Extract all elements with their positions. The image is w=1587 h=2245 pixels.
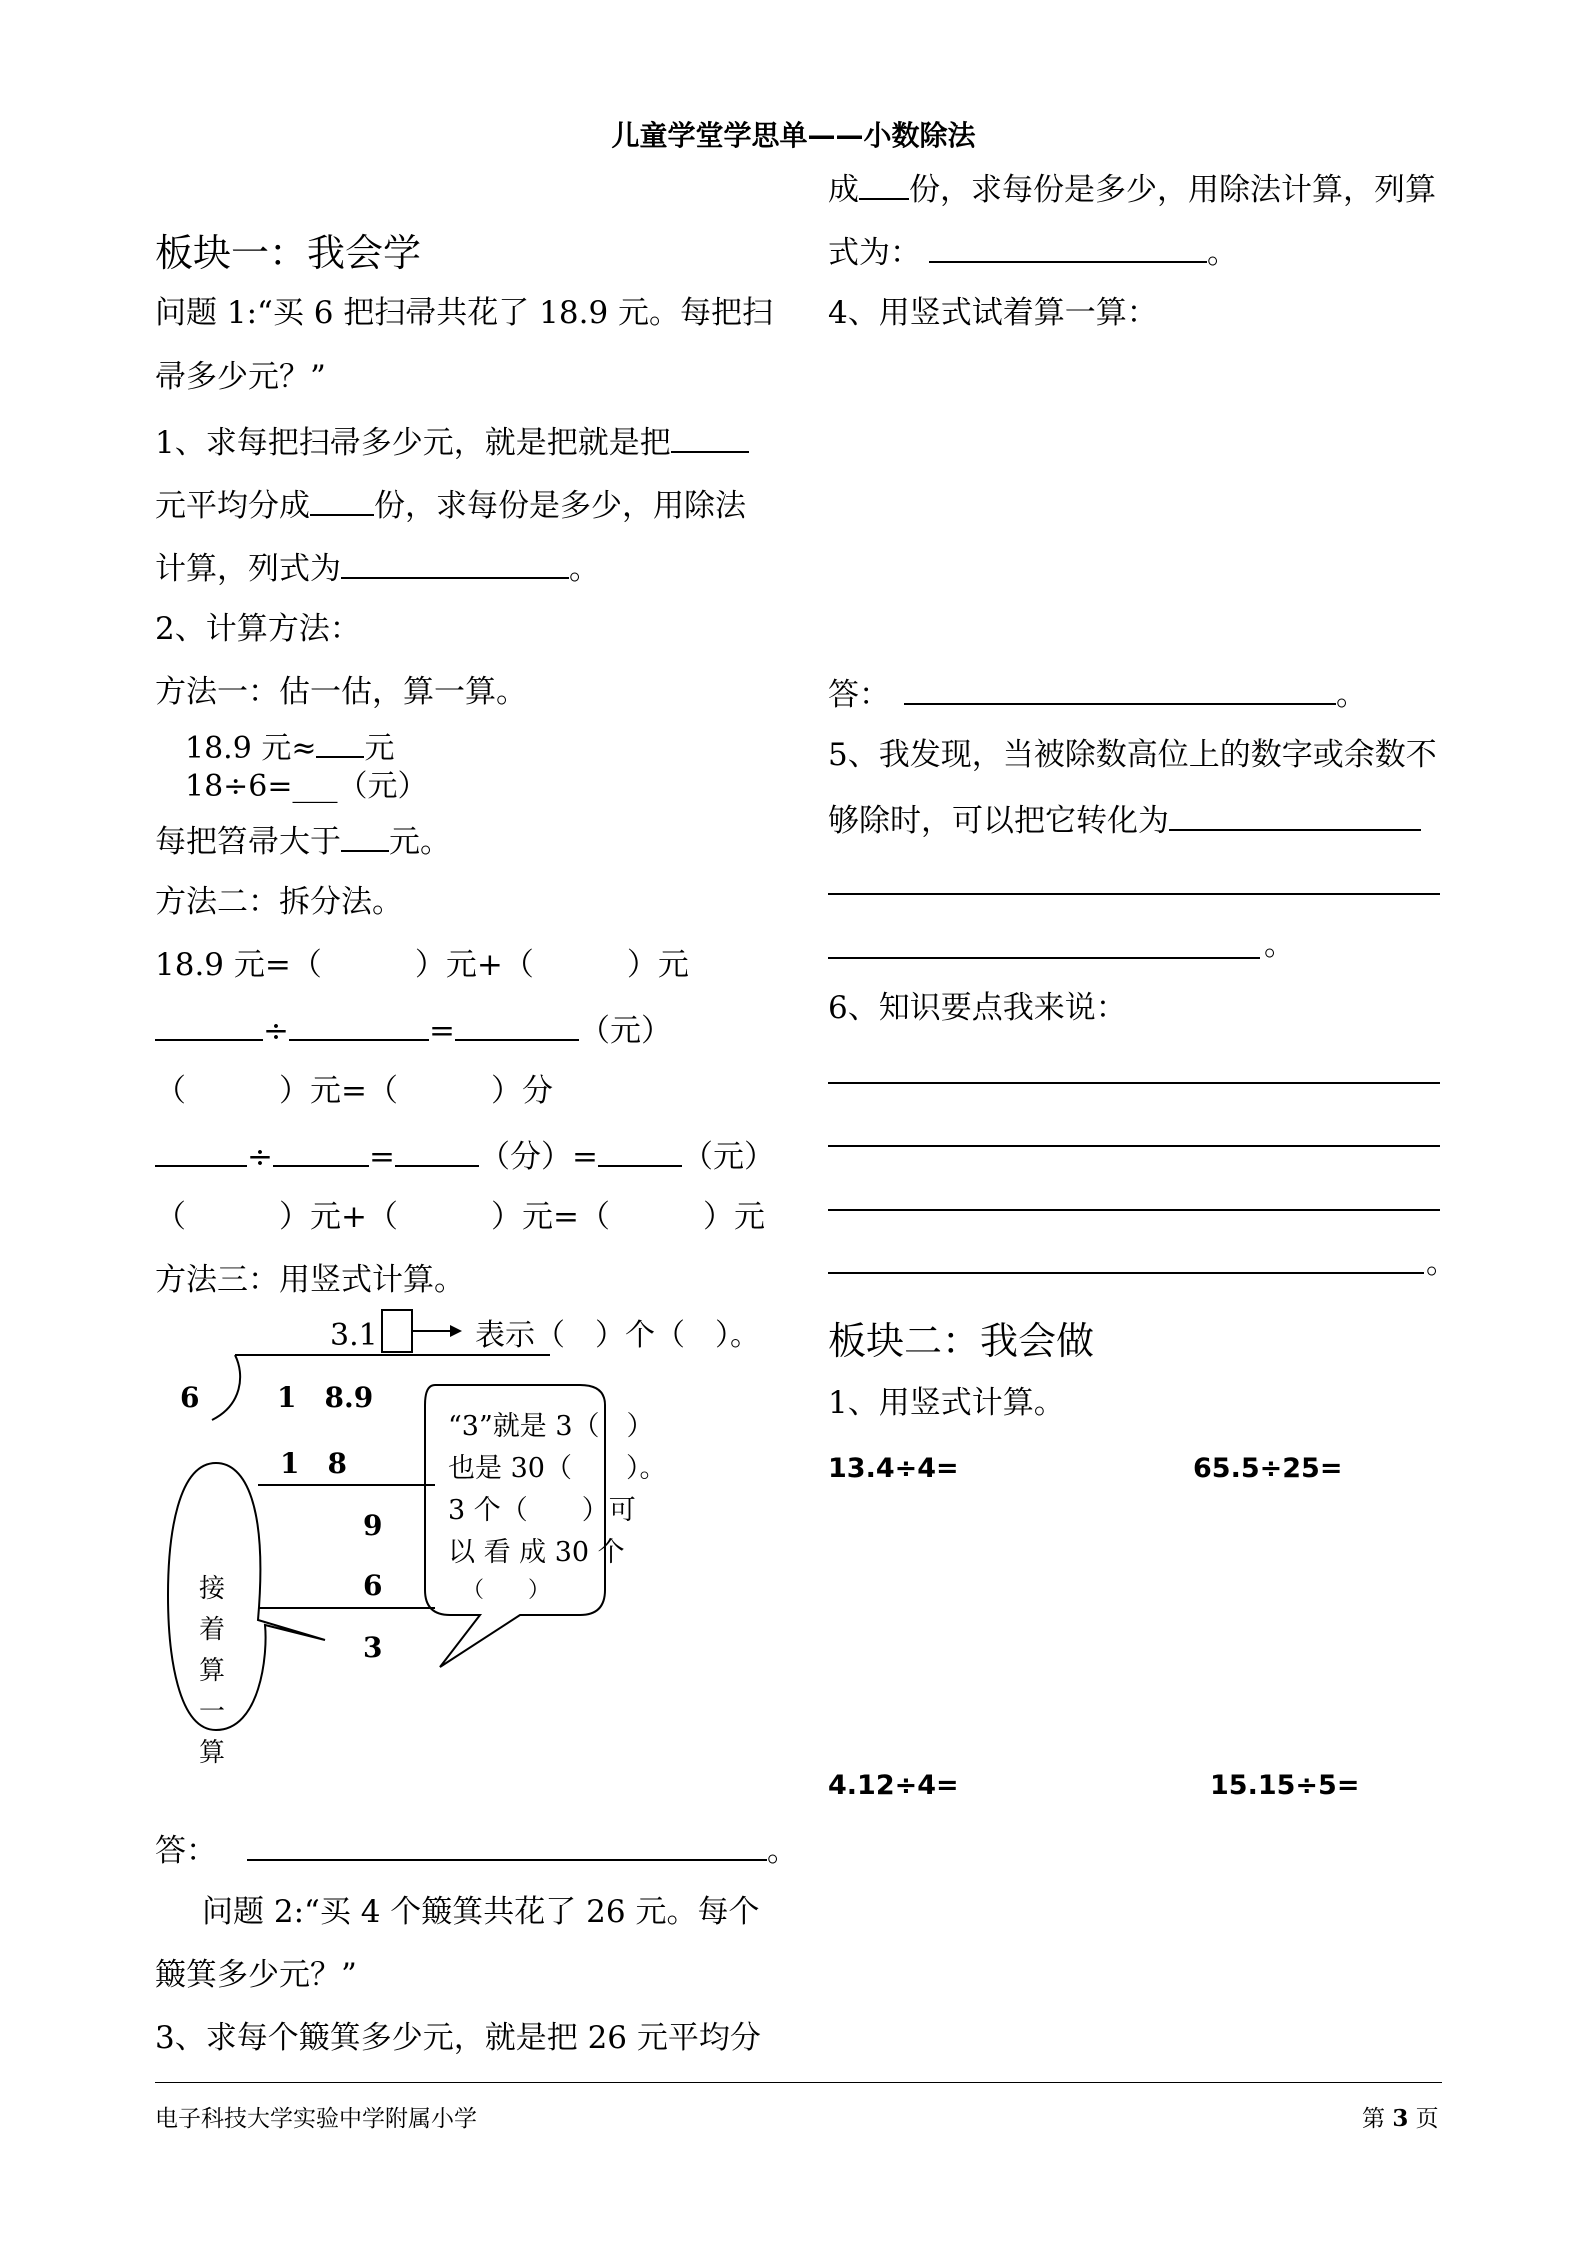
s1-line3-a: 计算，列式为 — [155, 551, 341, 587]
s6-label: 6、知识要点我来说： — [828, 990, 1127, 1026]
section1-title: 板块一：我会学 — [155, 231, 422, 275]
method2-row4 — [155, 1139, 775, 1173]
long-division-diagram — [150, 1295, 780, 1815]
method2-row5: （ ）元+（ ）元=（ ）元 — [155, 1199, 765, 1235]
s1-line2-b: 份，求每份是多少，用除法 — [374, 488, 746, 524]
answer-blank[interactable] — [273, 1139, 369, 1167]
q1-line1: 问题 1:“买 6 把扫帚共花了 18.9 元。每把扫 — [155, 295, 774, 331]
answer-blank[interactable] — [341, 824, 389, 852]
method1-calc: 18÷6=___（元） — [185, 769, 428, 804]
practice-label: 1、用竖式计算。 — [828, 1385, 1065, 1421]
oval-callout — [168, 1463, 325, 1730]
answer-blank[interactable] — [247, 1833, 767, 1861]
page-prefix: 第 — [1362, 2106, 1385, 2132]
method3-title: 方法三：用竖式计算。 — [155, 1262, 465, 1298]
section2-title: 板块二：我会做 — [828, 1319, 1095, 1363]
exercise-2: 65.5÷25= — [1193, 1453, 1343, 1484]
answer-end: 。 — [767, 1833, 798, 1869]
divide-sign: ÷ — [263, 1013, 289, 1049]
equals-sign: = — [368, 1139, 395, 1175]
ld-quotient: 3.1 — [330, 1318, 378, 1353]
s1-line3-b: 。 — [569, 551, 600, 587]
s3-continued-line2 — [828, 235, 1238, 269]
method1-conclusion — [155, 824, 451, 858]
answer-blank[interactable] — [341, 551, 569, 579]
answer-label: 答： — [155, 1833, 217, 1869]
method2-title: 方法二：拆分法。 — [155, 884, 403, 920]
s3-line1: 3、求每个簸箕多少元，就是把 26 元平均分 — [155, 2020, 761, 2056]
ld-dividend: 1 8.9 — [277, 1381, 374, 1414]
answer-end: 。 — [1336, 677, 1367, 713]
s2-label: 2、计算方法： — [155, 611, 361, 647]
oval-char-2: 着 — [199, 1615, 226, 1645]
ld-subtract1: 1 8 — [280, 1447, 347, 1480]
s3-cont2-b: 。 — [1207, 235, 1238, 271]
bubble-line-5: （ ） — [462, 1578, 551, 1603]
s5-end: 。 — [1264, 927, 1295, 963]
writing-line[interactable] — [828, 1082, 1440, 1084]
writing-line[interactable] — [828, 893, 1440, 895]
bubble-line-4: 以 看 成 30 个 — [448, 1537, 625, 1568]
s6-end: 。 — [1426, 1245, 1457, 1281]
method1-estimate-unit: 元 — [364, 731, 395, 766]
oval-char-1: 接 — [199, 1574, 226, 1604]
unit-yuan: （元） — [681, 1139, 775, 1175]
s1-line1 — [155, 425, 749, 459]
s3-cont2-a: 式为： — [828, 235, 921, 271]
method2-row3: （ ）元=（ ）分 — [155, 1073, 553, 1109]
exercise-1: 13.4÷4= — [828, 1453, 959, 1484]
answer-blank[interactable] — [929, 235, 1207, 263]
bubble-line-3: 3 个（ ）可 — [448, 1495, 636, 1526]
s3-cont-b: 份，求每份是多少，用除法计算，列算 — [909, 172, 1436, 208]
s5-line2 — [828, 803, 1421, 837]
footer-divider — [155, 2082, 1442, 2083]
method2-row2 — [155, 1013, 672, 1047]
method1-title: 方法一：估一估，算一算。 — [155, 674, 527, 710]
q2-line2: 簸箕多少元？” — [155, 1957, 357, 1993]
bubble-line-1: “3”就是 3（ ） — [448, 1411, 654, 1442]
writing-line[interactable] — [828, 1272, 1424, 1274]
ld-remainder1: 9 — [363, 1509, 383, 1542]
answer-blank[interactable] — [1169, 803, 1421, 831]
ld-remainder2: 3 — [363, 1631, 383, 1664]
answer-blank[interactable] — [289, 1013, 429, 1041]
answer-blank[interactable] — [316, 730, 364, 758]
method1-estimate — [185, 730, 394, 764]
method1-estimate-text: 18.9 元≈ — [185, 731, 317, 766]
s5-line1: 5、我发现，当被除数高位上的数字或余数不 — [828, 737, 1437, 773]
s5-line2-text: 够除时，可以把它转化为 — [828, 803, 1169, 839]
q1-line2: 帚多少元？” — [155, 359, 326, 395]
answer-line-left — [155, 1833, 798, 1867]
answer-blank[interactable] — [310, 488, 374, 516]
answer-blank[interactable] — [155, 1013, 263, 1041]
division-bracket — [212, 1355, 240, 1420]
q2-line1: 问题 2:“买 4 个簸箕共花了 26 元。每个 — [202, 1894, 760, 1930]
writing-line[interactable] — [828, 1209, 1440, 1211]
s1-line2-a: 元平均分成 — [155, 488, 310, 524]
answer-label: 答： — [828, 677, 890, 713]
quotient-box[interactable] — [382, 1310, 412, 1352]
writing-line[interactable] — [828, 1145, 1440, 1147]
worksheet-title: 儿童学堂学思单——小数除法 — [611, 119, 976, 152]
answer-blank[interactable] — [598, 1139, 682, 1167]
page-suffix: 页 — [1415, 2106, 1439, 2132]
unit-fen: （分）= — [478, 1139, 598, 1175]
s3-continued-line1 — [828, 172, 1436, 206]
method1-conclusion-a: 每把笤帚大于 — [155, 824, 341, 860]
s1-line1-text: 1、求每把扫帚多少元，就是把就是把 — [155, 425, 671, 461]
answer-blank[interactable] — [455, 1013, 579, 1041]
s1-line3 — [155, 551, 600, 585]
s4-label: 4、用竖式试着算一算： — [828, 295, 1158, 331]
answer-blank[interactable] — [859, 172, 909, 200]
exercise-4: 15.15÷5= — [1210, 1770, 1360, 1801]
ld-divisor: 6 — [180, 1381, 200, 1414]
answer-line-right — [828, 677, 1367, 711]
footer-school: 电子科技大学实验中学附属小学 — [155, 2106, 477, 2132]
unit-yuan: （元） — [578, 1013, 672, 1049]
footer-page — [1362, 2100, 1439, 2133]
answer-blank[interactable] — [395, 1139, 479, 1167]
pointer-arrowhead — [450, 1325, 462, 1337]
answer-blank[interactable] — [155, 1139, 247, 1167]
bubble-line-2: 也是 30（ ）。 — [448, 1453, 667, 1484]
page-number: 3 — [1392, 2105, 1409, 2132]
ld-pointer-text: 表示（ ）个（ ）。 — [475, 1318, 760, 1353]
answer-blank[interactable] — [904, 677, 1336, 705]
oval-char-5: 算 — [199, 1738, 226, 1768]
answer-blank[interactable] — [671, 425, 749, 453]
method1-conclusion-b: 元。 — [389, 824, 451, 860]
exercise-3: 4.12÷4= — [828, 1770, 959, 1801]
ld-subtract2: 6 — [363, 1569, 383, 1602]
s3-cont-a: 成 — [828, 172, 859, 208]
writing-line[interactable] — [828, 957, 1260, 959]
oval-char-4: 一 — [199, 1697, 226, 1727]
divide-sign: ÷ — [247, 1139, 273, 1175]
equals-sign: = — [428, 1013, 455, 1049]
oval-char-3: 算 — [199, 1656, 226, 1686]
method2-row1: 18.9 元=（ ）元+（ ）元 — [155, 947, 689, 983]
s1-line2 — [155, 488, 746, 522]
